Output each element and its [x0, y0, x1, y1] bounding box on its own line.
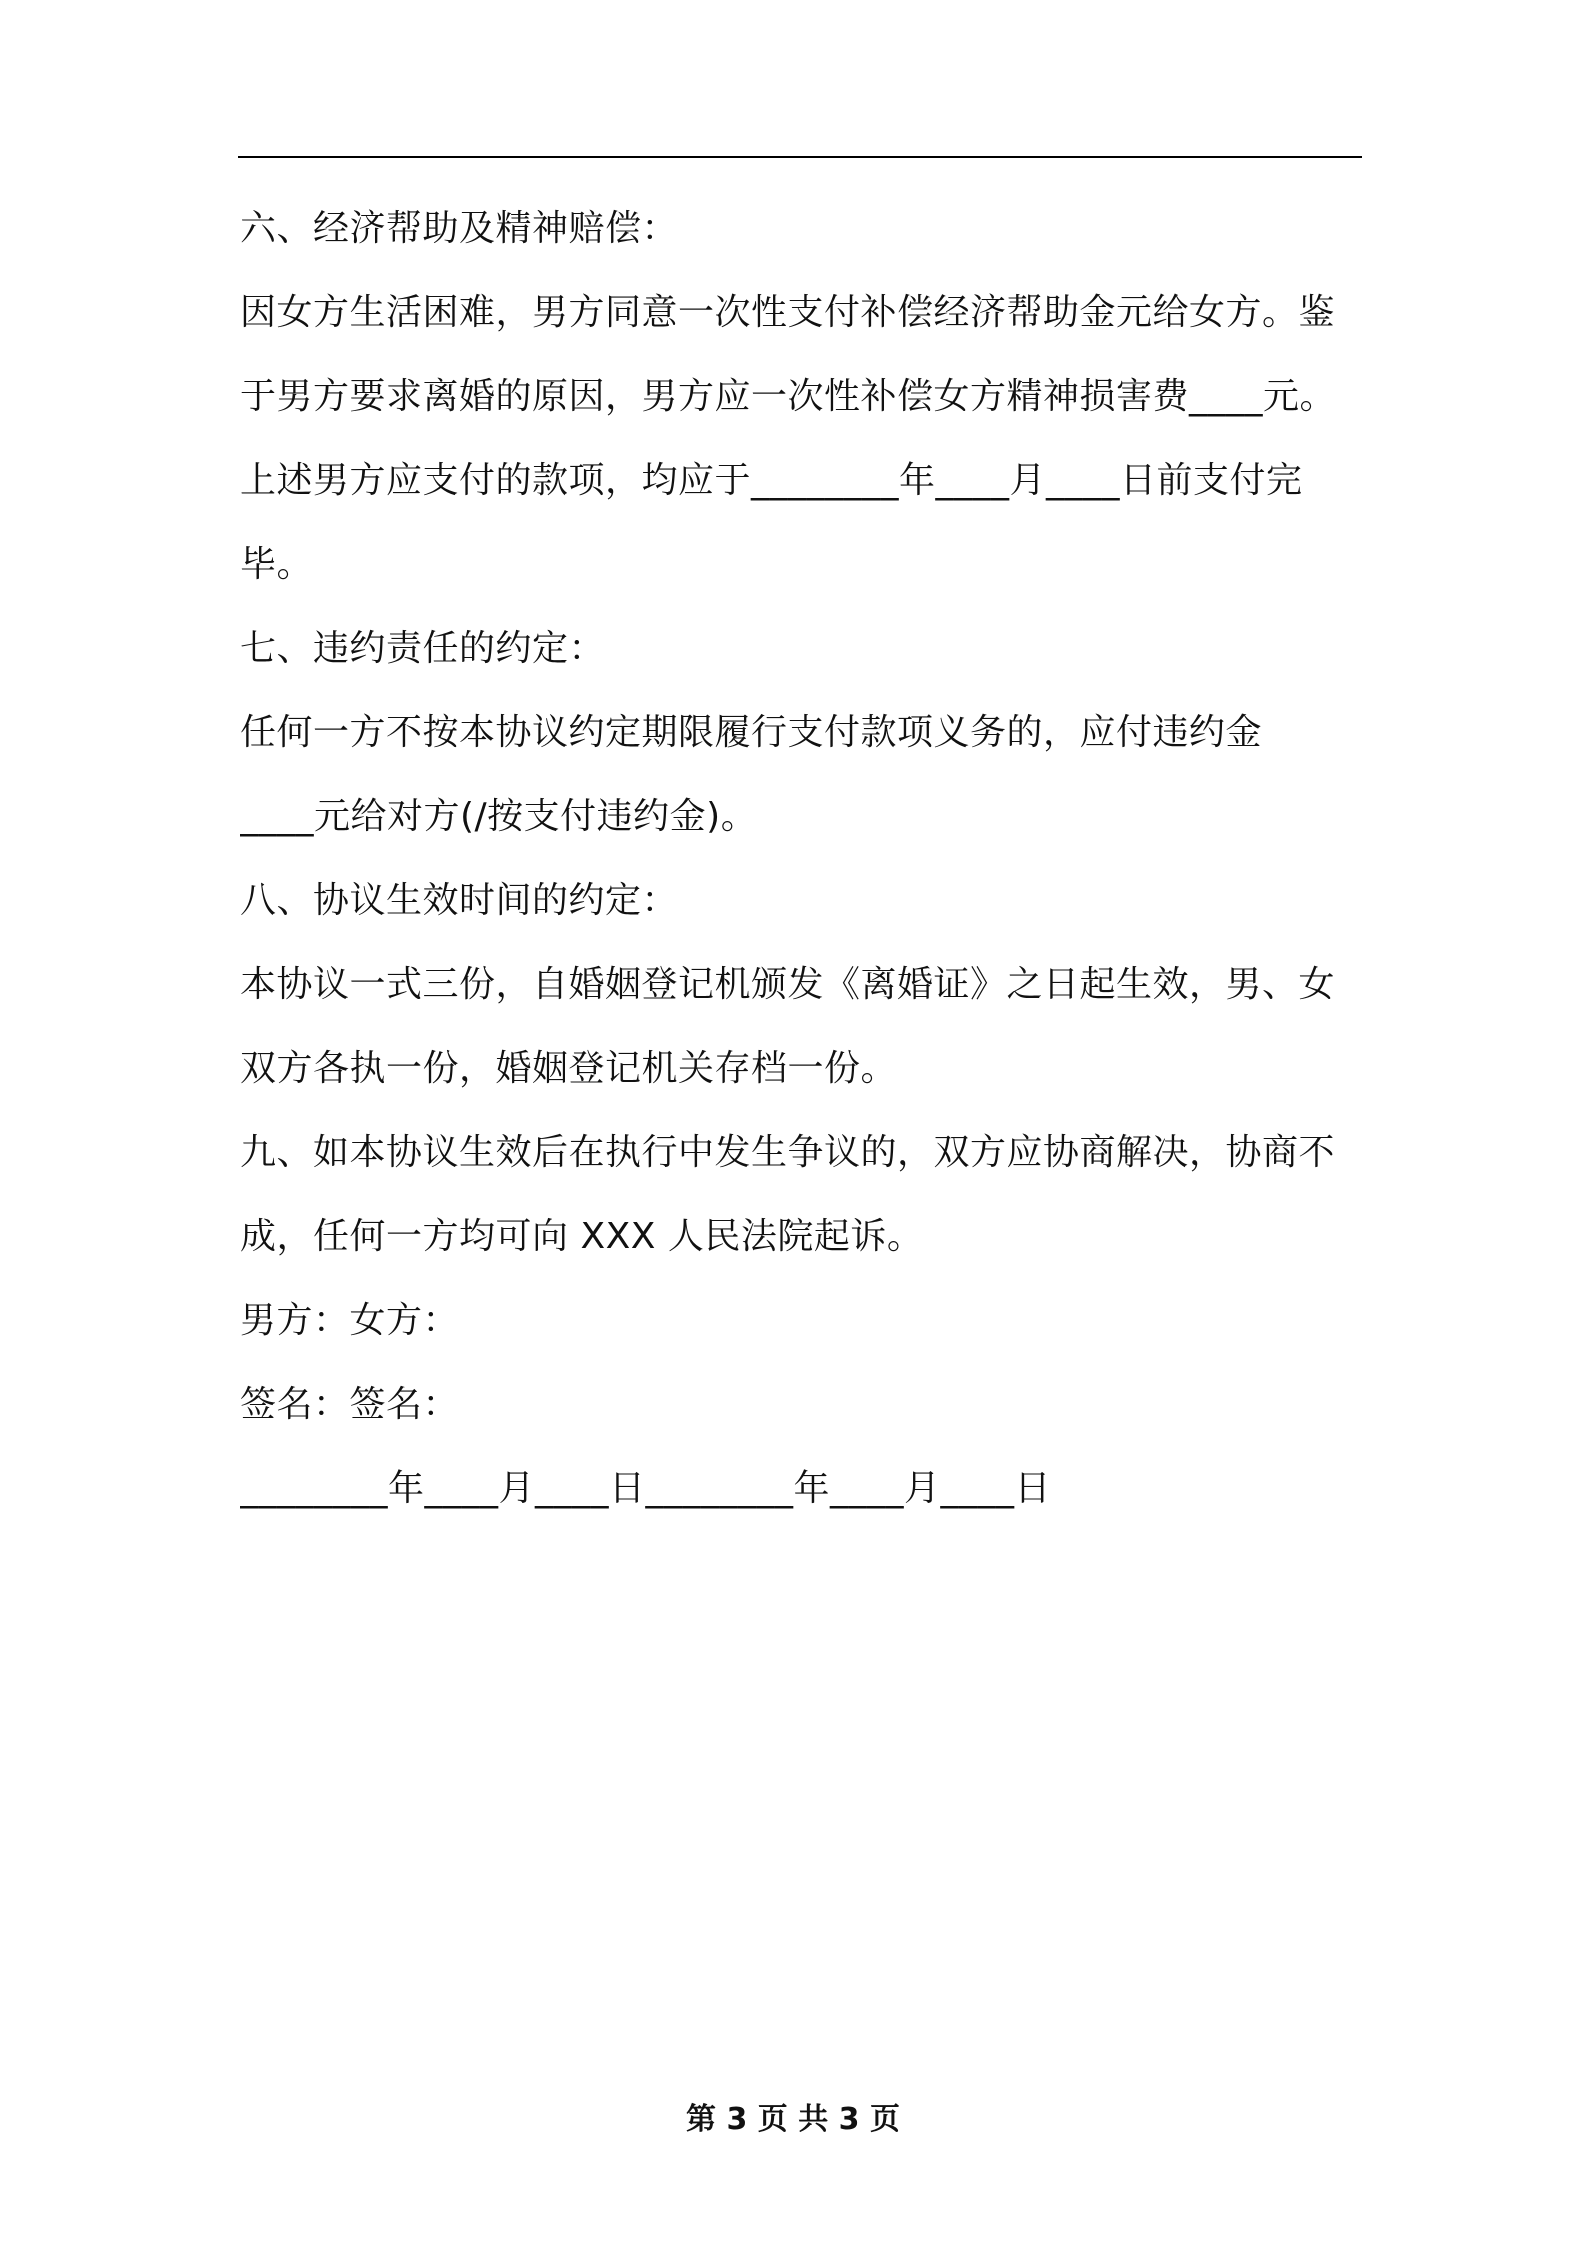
paragraph-line: 毕。 — [240, 544, 314, 585]
signature-labels: 签名：签名： — [240, 1384, 460, 1425]
paragraph-line: 于男方要求离婚的原因，男方应一次性补偿女方精神损害费____元。 — [240, 376, 1337, 417]
section-6-heading: 六、经济帮助及精神赔偿： — [240, 208, 679, 249]
paragraph-line: 成，任何一方均可向 XXX 人民法院起诉。 — [240, 1216, 924, 1257]
document-body — [240, 196, 1362, 1540]
paragraph-line: 任何一方不按本协议约定期限履行支付款项义务的，应付违约金 — [240, 712, 1263, 753]
paragraph-line: 本协议一式三份，自婚姻登记机颁发《离婚证》之日起生效，男、女 — [240, 964, 1336, 1005]
paragraph-line: 双方各执一份，婚姻登记机关存档一份。 — [240, 1048, 898, 1089]
party-labels: 男方：女方： — [240, 1300, 460, 1341]
paragraph-line: 因女方生活困难，男方同意一次性支付补偿经济帮助金元给女方。鉴 — [240, 292, 1336, 333]
section-9-paragraph: 九、如本协议生效后在执行中发生争议的，双方应协商解决，协商不 — [240, 1132, 1336, 1173]
section-8-heading: 八、协议生效时间的约定： — [240, 880, 679, 921]
page-number: 第 3 页 共 3 页 — [686, 2102, 900, 2137]
date-blanks: ________年____月____日________年____月____日 — [240, 1468, 1051, 1509]
paragraph-line: 上述男方应支付的款项，均应于________年____月____日前支付完 — [240, 460, 1303, 501]
paragraph-line: ____元给对方(/按支付违约金)。 — [240, 796, 758, 837]
section-7-heading: 七、违约责任的约定： — [240, 628, 606, 669]
header-rule — [238, 156, 1362, 158]
